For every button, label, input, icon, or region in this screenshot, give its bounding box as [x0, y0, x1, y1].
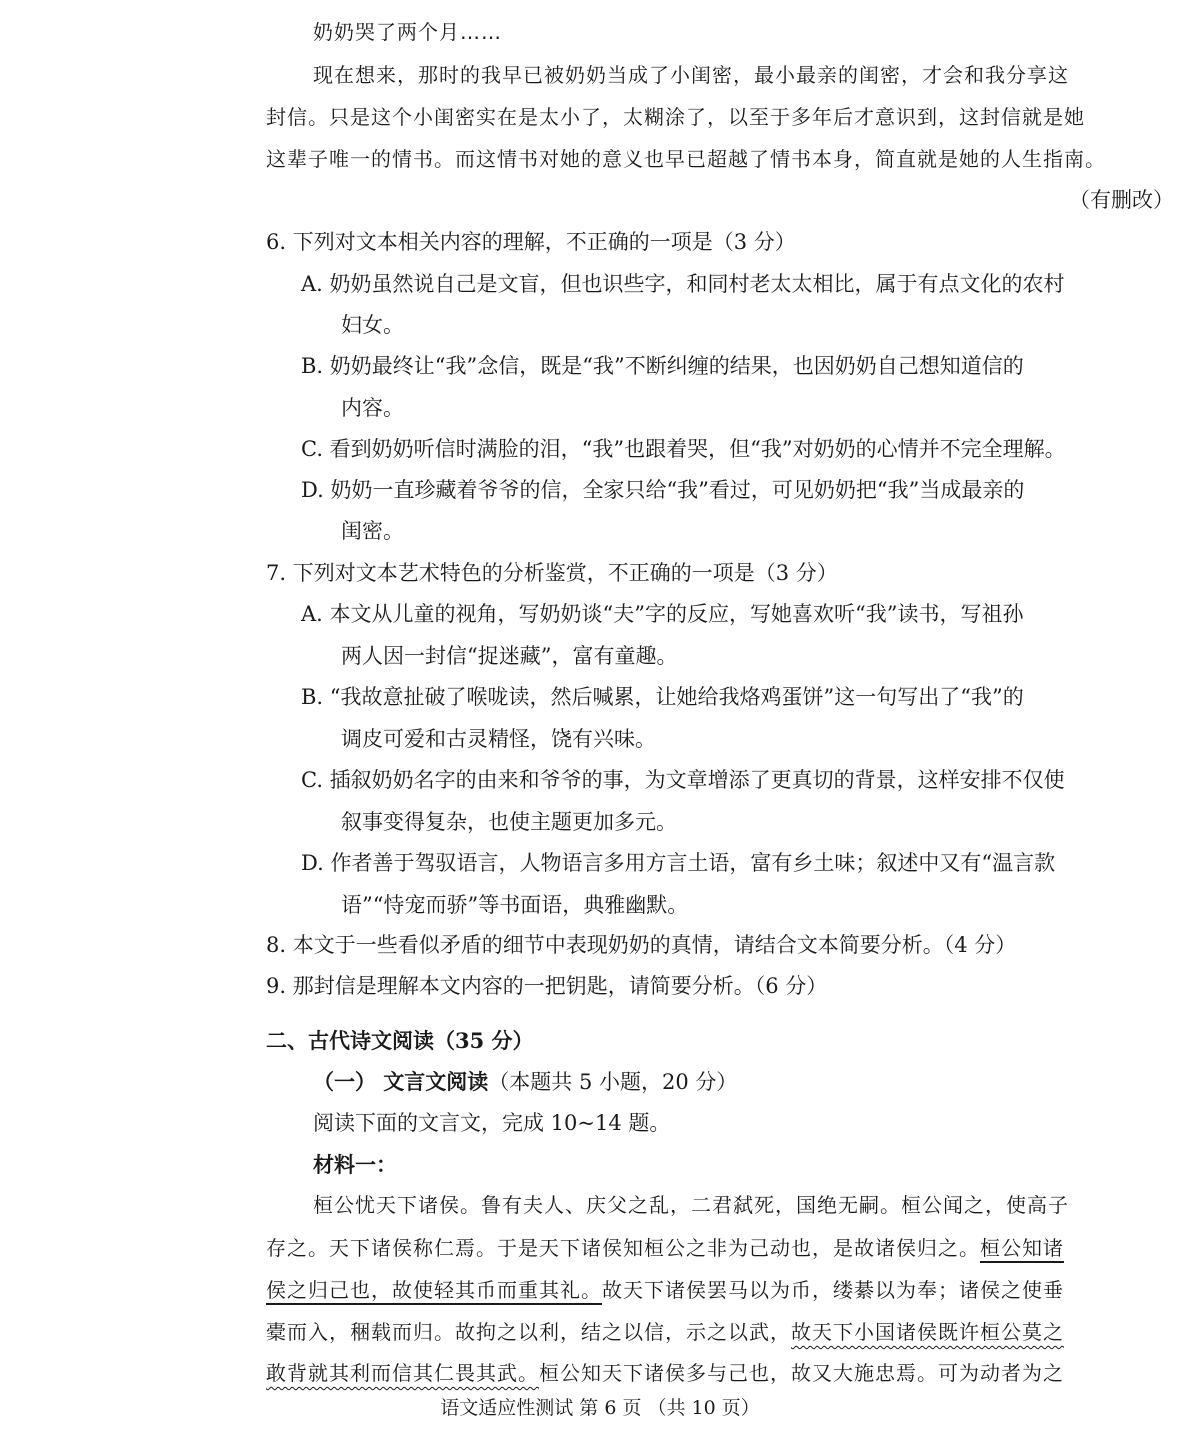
question-9: 9. 那封信是理解本文内容的一把钥匙，请简要分析。（6 分）	[266, 974, 828, 998]
story-line: 奶奶哭了两个月……	[313, 20, 502, 44]
q6-option-b: B. 奶奶最终让“我”念信，既是“我”不断纠缠的结果，也因奶奶自己想知道信的	[301, 354, 1024, 378]
story-line: 现在想来，那时的我早已被奶奶当成了小闺密，最小最亲的闺密，才会和我分享这	[313, 63, 1069, 87]
section-2-title: 二、古代诗文阅读（35 分）	[266, 1028, 534, 1053]
instruction: 阅读下面的文言文，完成 10~14 题。	[313, 1111, 671, 1135]
question-7-stem: 7. 下列对文本艺术特色的分析鉴赏，不正确的一项是（3 分）	[266, 561, 838, 585]
question-8: 8. 本文于一些看似矛盾的细节中表现奶奶的真情，请结合文本简要分析。（4 分）	[266, 933, 1017, 957]
page-footer: 语文适应性测试 第 6 页 （共 10 页）	[440, 1397, 760, 1419]
question-6-stem: 6. 下列对文本相关内容的理解，不正确的一项是（3 分）	[266, 230, 796, 254]
story-line: 封信。只是这个小闺密实在是太小了，太糊涂了，以至于多年后才意识到，这封信就是她	[266, 105, 1085, 129]
q7-option-a-cont: 两人因一封信“捉迷藏”，富有童趣。	[341, 644, 678, 668]
q7-option-b-cont: 调皮可爱和古灵精怪，饶有兴味。	[341, 727, 656, 751]
classical-line: 橐而入，稇载而归。故拘之以利，结之以信，示之以武，故天下小国诸侯既许桓公莫之	[266, 1320, 1064, 1344]
classical-line: 桓公忧天下诸侯。鲁有夫人、庆父之乱，二君弑死，国绝无嗣。桓公闻之，使高子	[313, 1193, 1069, 1217]
q6-option-b-cont: 内容。	[341, 396, 404, 420]
q6-option-d: D. 奶奶一直珍藏着爷爷的信，全家只给“我”看过，可见奶奶把“我”当成最亲的	[301, 478, 1025, 502]
q6-option-a-cont: 妇女。	[341, 313, 404, 337]
classical-line: 存之。天下诸侯称仁焉。于是天下诸侯知桓公之非为己动也，是故诸侯归之。桓公知诸	[266, 1236, 1064, 1260]
classical-line: 敢背就其利而信其仁畏其武。桓公知天下诸侯多与己也，故又大施忠焉。可为动者为之	[266, 1361, 1064, 1385]
source-note: （有删改）	[1069, 188, 1174, 212]
subsection-label: （一） 文言文阅读	[313, 1069, 489, 1094]
wavy-underlined-phrase: 敢背就其利而信其仁畏其武。	[266, 1361, 539, 1385]
material-label: 材料一：	[313, 1152, 397, 1177]
underlined-phrase: 桓公知诸	[980, 1236, 1064, 1260]
q7-option-c: C. 插叙奶奶名字的由来和爷爷的事，为文章增添了更真切的背景，这样安排不仅使	[301, 768, 1065, 792]
q7-option-a: A. 本文从儿童的视角，写奶奶谈“夫”字的反应，写她喜欢听“我”读书，写祖孙	[301, 602, 1024, 626]
q7-option-c-cont: 叙事变得复杂，也使主题更加多元。	[341, 810, 677, 834]
q6-option-d-cont: 闺密。	[341, 519, 404, 543]
q7-option-b: B. “我故意扯破了喉咙读，然后喊累，让她给我烙鸡蛋饼”这一句写出了“我”的	[301, 685, 1024, 709]
q6-option-c: C. 看到奶奶听信时满脸的泪，“我”也跟着哭，但“我”对奶奶的心情并不完全理解。	[301, 437, 1066, 461]
q6-option-a: A. 奶奶虽然说自己是文盲，但也识些字，和同村老太太相比，属于有点文化的农村	[301, 272, 1065, 296]
subsection-detail: （本题共 5 小题，20 分）	[488, 1070, 738, 1094]
wavy-underlined-phrase: 故天下小国诸侯既许桓公莫之	[791, 1320, 1064, 1344]
q7-option-d-cont: 语”“恃宠而骄”等书面语，典雅幽默。	[341, 893, 689, 917]
classical-line: 侯之归己也，故使轻其币而重其礼。故天下诸侯罢马以为币，缕綦以为奉；诸侯之使垂	[266, 1278, 1064, 1302]
story-line: 这辈子唯一的情书。而这情书对她的意义也早已超越了情书本身，简直就是她的人生指南。	[266, 147, 1106, 171]
q7-option-d: D. 作者善于驾驭语言，人物语言多用方言土语，富有乡土味；叙述中又有“温言款	[301, 851, 1056, 875]
subsection-title	[313, 1067, 737, 1097]
underlined-phrase: 侯之归己也，故使轻其币而重其礼。	[266, 1278, 602, 1302]
